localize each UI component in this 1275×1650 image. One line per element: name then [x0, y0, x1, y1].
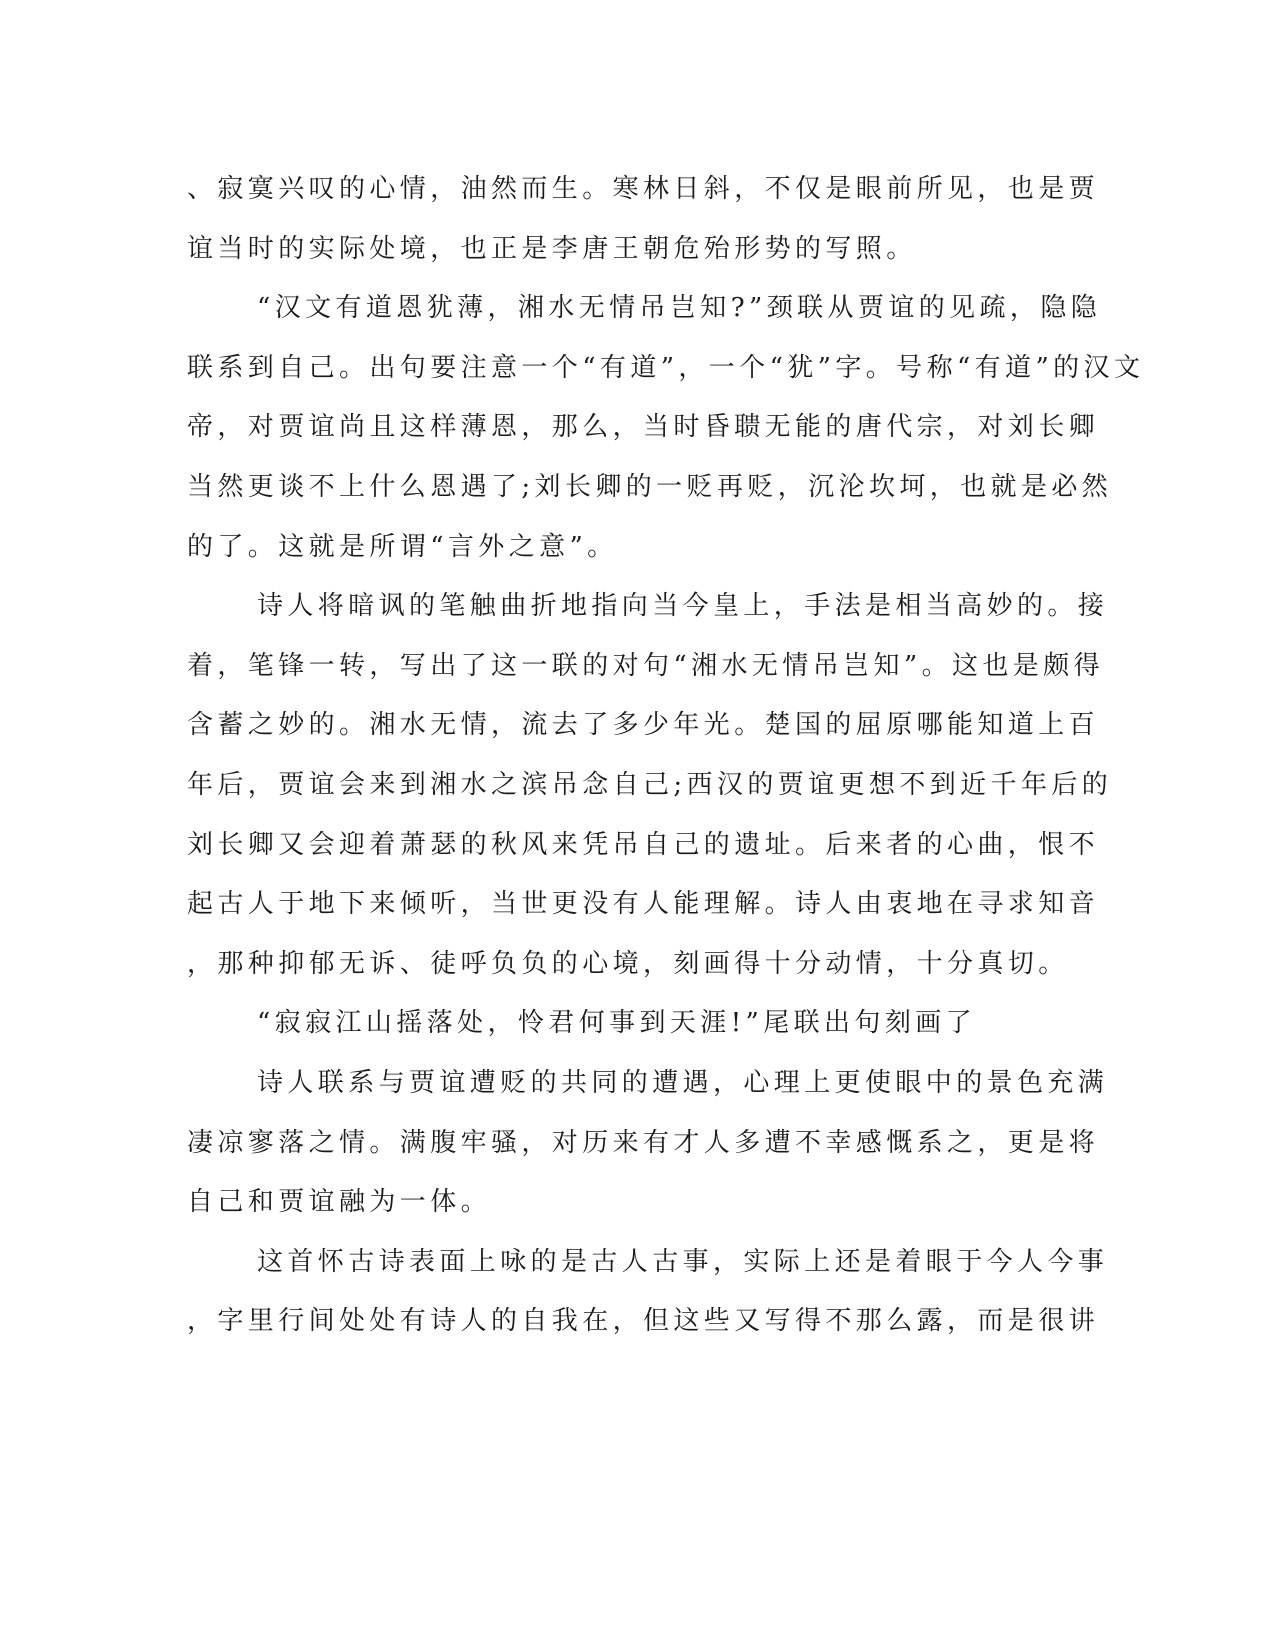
text-line: 联系到自己。出句要注意一个“有道”，一个“犹”字。号称“有道”的汉文 — [187, 352, 1145, 383]
text-line: 含蓄之妙的。湘水无情，流去了多少年光。楚国的屈原哪能知道上百 — [187, 710, 1100, 741]
text-line: 着，笔锋一转，写出了这一联的对句“湘水无情吊岂知”。这也是颇得 — [187, 650, 1104, 681]
text-line: 帝，对贾谊尚且这样薄恩，那么，当时昏聩无能的唐代宗，对刘长卿 — [187, 412, 1100, 443]
text-line: ，字里行间处处有诗人的自我在，但这些又写得不那么露，而是很讲 — [187, 1306, 1100, 1337]
text-line: “寂寂江山摇落处，怜君何事到天涯!”尾联出句刻画了 — [257, 1008, 977, 1039]
text-line: 诗人联系与贾谊遭贬的共同的遭遇，心理上更使眼中的景色充满 — [257, 1067, 1109, 1098]
text-line: 诗人将暗讽的笔触曲折地指向当今皇上，手法是相当高妙的。接 — [257, 591, 1109, 622]
text-line: 谊当时的实际处境，也正是李唐王朝危殆形势的写照。 — [187, 233, 917, 264]
text-line: 当然更谈不上什么恩遇了;刘长卿的一贬再贬，沉沦坎坷，也就是必然 — [187, 471, 1113, 502]
text-line: 年后，贾谊会来到湘水之滨吊念自己;西汉的贾谊更想不到近千年后的 — [187, 769, 1113, 800]
text-line: 这首怀古诗表面上咏的是古人古事，实际上还是着眼于今人今事 — [257, 1246, 1109, 1277]
text-line: 、寂寞兴叹的心情，油然而生。寒林日斜，不仅是眼前所见，也是贾 — [187, 174, 1100, 204]
text-line: 起古人于地下来倾听，当世更没有人能理解。诗人由衷地在寻求知音 — [187, 889, 1100, 920]
text-line: 凄凉寥落之情。满腹牢骚，对历来有才人多遭不幸感慨系之，更是将 — [187, 1127, 1100, 1158]
text-line: 刘长卿又会迎着萧瑟的秋风来凭吊自己的遗址。后来者的心曲，恨不 — [187, 829, 1100, 860]
text-line: “汉文有道恩犹薄，湘水无情吊岂知?”颈联从贾谊的见疏，隐隐 — [257, 293, 1102, 324]
body-text — [187, 160, 1145, 1352]
text-line: ，那种抑郁无诉、徒呼负负的心境，刻画得十分动情，十分真切。 — [187, 948, 1069, 979]
text-line: 的了。这就是所谓“言外之意”。 — [187, 531, 618, 562]
text-line: 自己和贾谊融为一体。 — [187, 1187, 492, 1218]
